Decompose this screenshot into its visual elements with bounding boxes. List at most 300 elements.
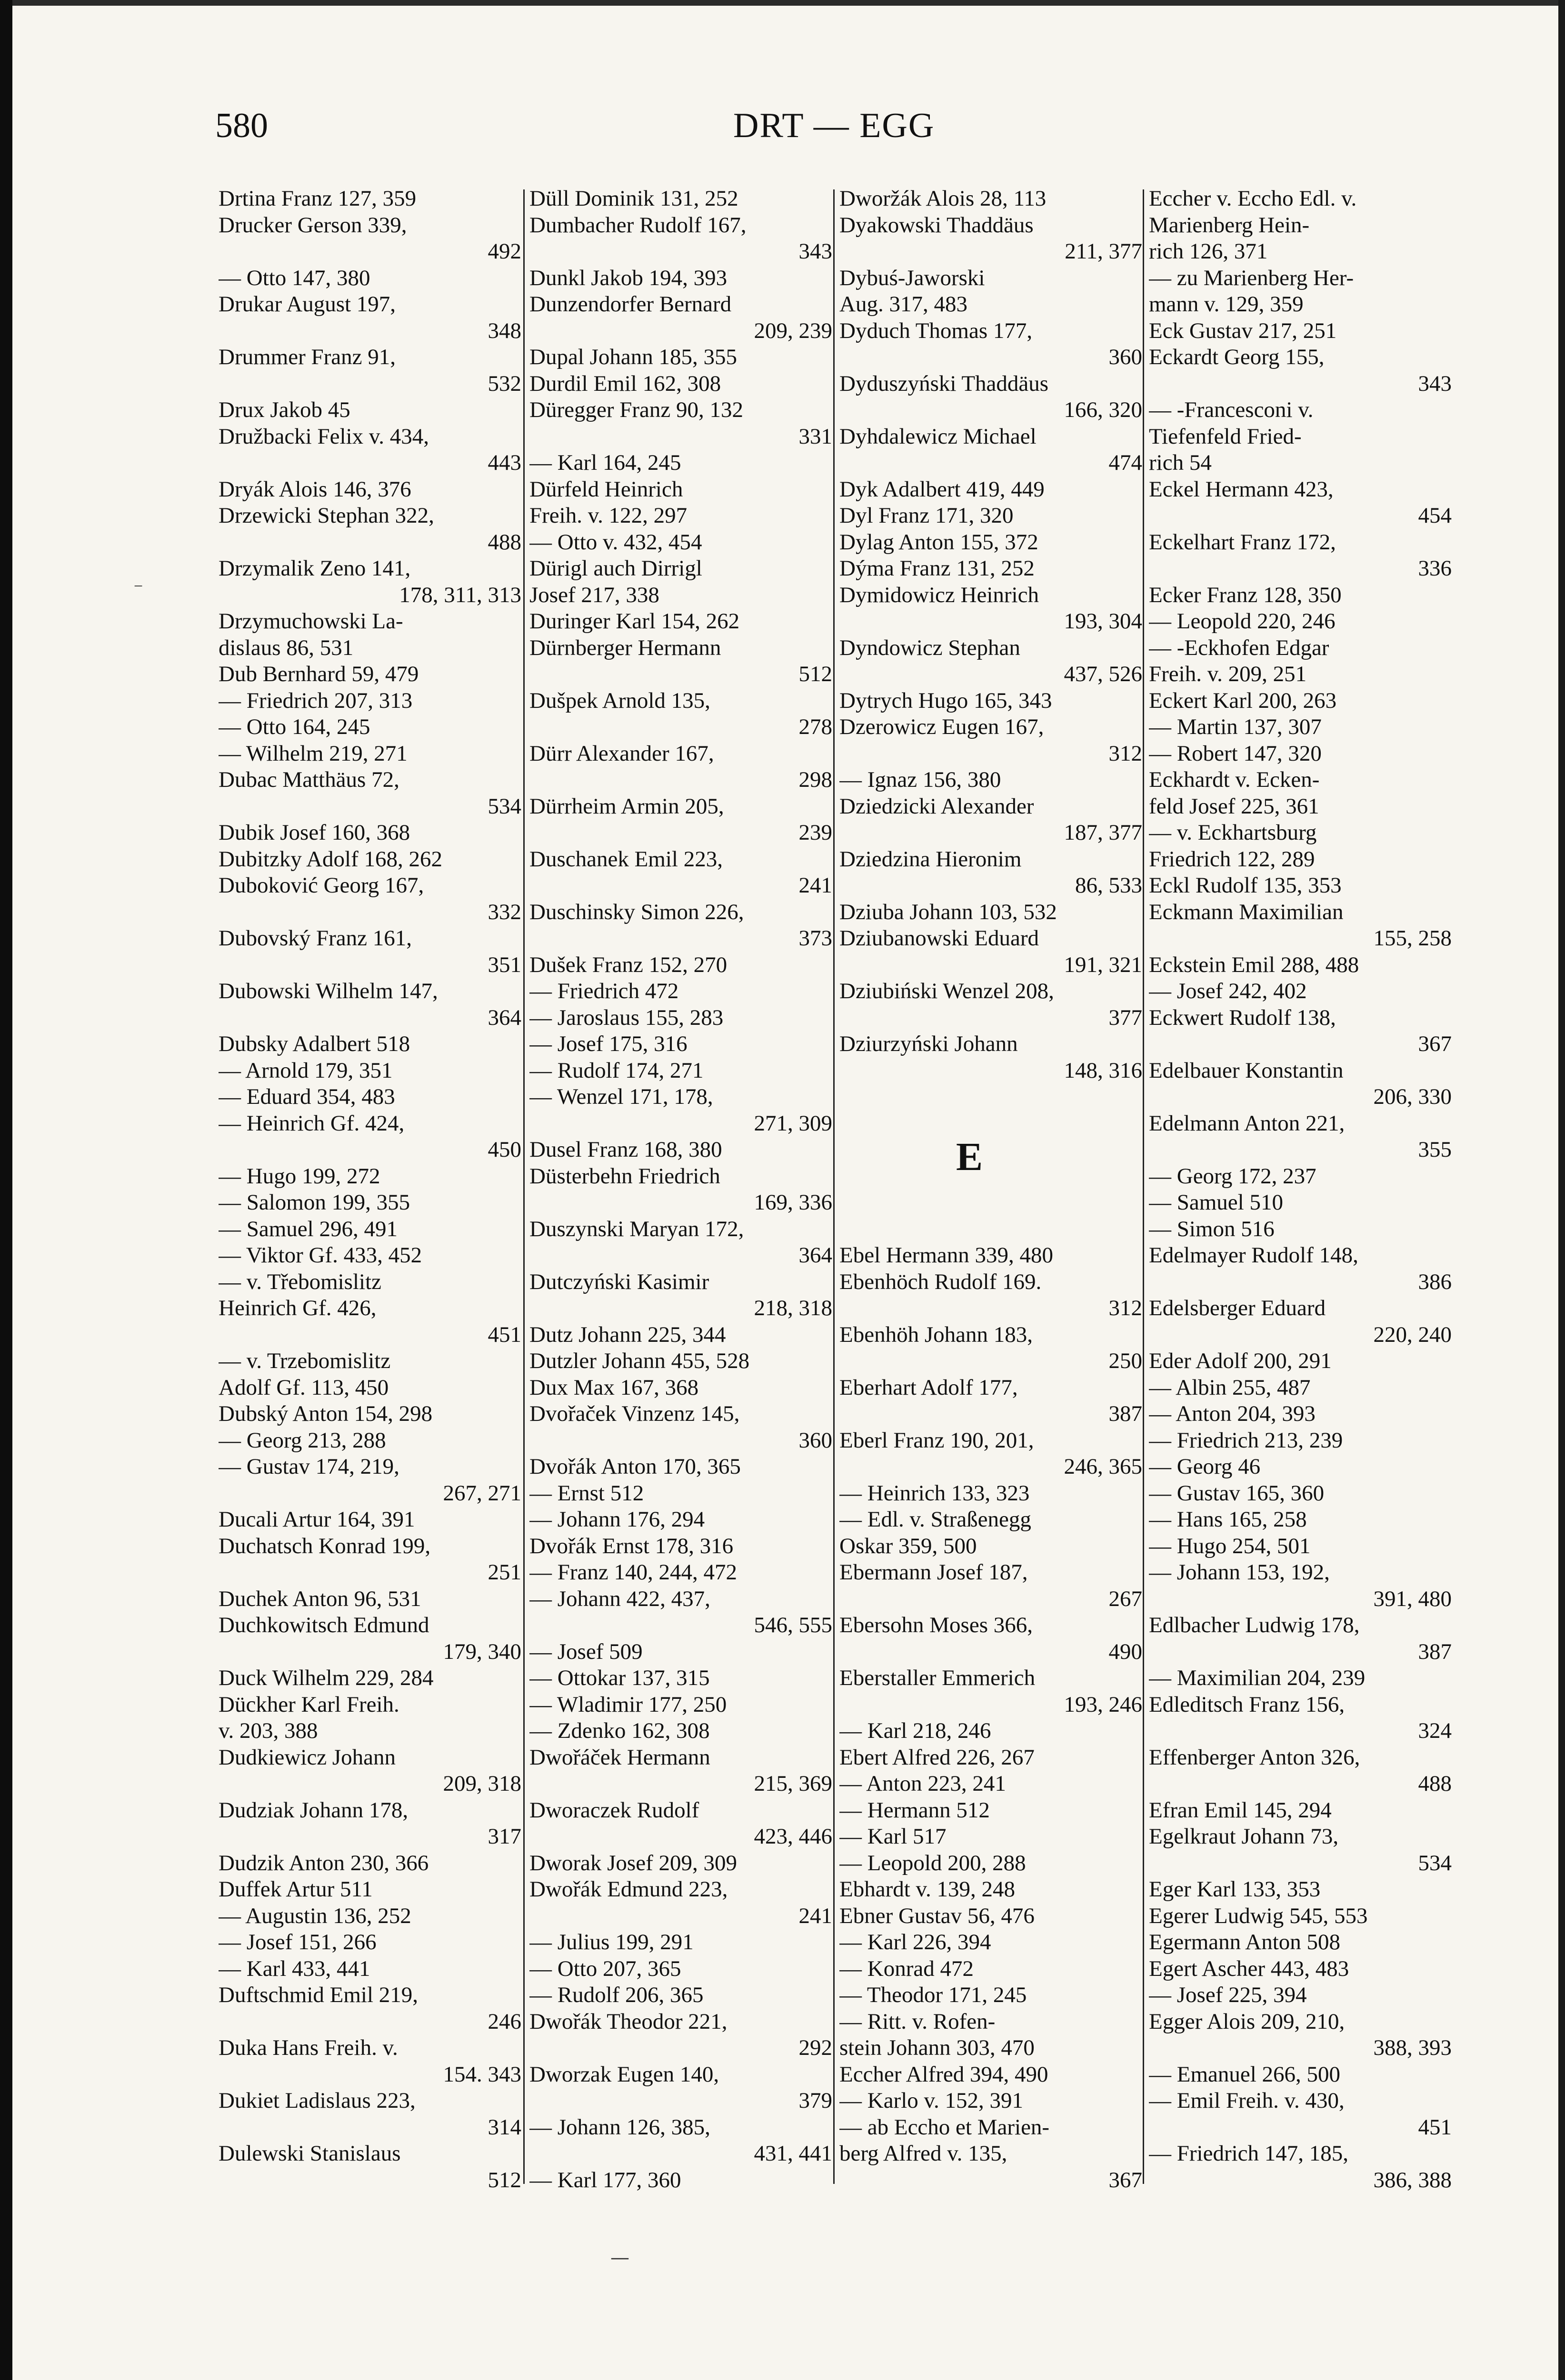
index-entry-line: Dubac Matthäus 72, (219, 767, 399, 792)
index-entry-line: — Wladimir 177, 250 (529, 1692, 727, 1717)
index-entry-line: Dwořáček Hermann (529, 1745, 710, 1770)
index-entry-line: — Friedrich 207, 313 (219, 688, 413, 713)
index-entry-line: 388, 393 (1373, 2035, 1452, 2060)
index-entry-line: Dubsky Adalbert 518 (219, 1031, 410, 1056)
index-entry-line: 490 (1108, 1639, 1142, 1664)
index-entry-line: 488 (488, 529, 521, 555)
index-entry-line: Egelkraut Johann 73, (1149, 1824, 1339, 1849)
index-entry-line: Ebel Hermann 339, 480 (839, 1243, 1054, 1268)
index-entry-line: Dukiet Ladislaus 223, (219, 2088, 416, 2113)
index-entry-line: Eberstaller Emmerich (839, 1666, 1036, 1690)
index-entry-line: 312 (1108, 741, 1142, 766)
index-entry-line: Dupal Johann 185, 355 (529, 345, 738, 369)
index-entry-line: — Karl 226, 394 (839, 1930, 991, 1954)
index-entry-line: — Maximilian 204, 239 (1149, 1666, 1366, 1690)
index-entry-line: 193, 246 (1064, 1692, 1142, 1717)
index-entry-line: 169, 336 (754, 1190, 832, 1215)
index-entry-line: — Albin 255, 487 (1149, 1375, 1311, 1400)
index-entry-line: — Konrad 472 (839, 1956, 974, 1981)
index-entry-line: 377 (1108, 1005, 1142, 1030)
index-entry-line: — Johann 176, 294 (529, 1507, 705, 1532)
index-entry-line (839, 1163, 1142, 1190)
index-entry-line: Edlbacher Ludwig 178, (1149, 1613, 1360, 1637)
index-entry-line: 367 (1418, 1031, 1452, 1056)
index-entry-line: Dürfeld Heinrich (529, 476, 683, 502)
index-entry-line: — Anton 204, 393 (1149, 1401, 1316, 1426)
index-entry-line: — Josef 151, 266 (219, 1930, 377, 1954)
index-entry-line: 166, 320 (1064, 397, 1142, 422)
index-entry-line: Eckelhart Franz 172, (1149, 529, 1336, 555)
index-entry-line: 355 (1418, 1137, 1452, 1162)
index-entry-line: 267, 271 (443, 1480, 521, 1506)
index-entry-line: Drzymalik Zeno 141, (219, 556, 411, 581)
index-entry-line: Dyndowicz Stephan (839, 635, 1020, 660)
index-entry-line: — Karl 517 (839, 1824, 947, 1849)
index-entry-line: Düll Dominik 131, 252 (529, 186, 738, 211)
index-entry-line: — Hugo 199, 272 (219, 1163, 380, 1189)
index-entry-line: Aug. 317, 483 (839, 292, 967, 317)
index-entry-line: 386 (1418, 1269, 1452, 1294)
index-entry-line: 250 (1108, 1349, 1142, 1373)
index-entry-line: — Samuel 296, 491 (219, 1216, 398, 1241)
index-entry-line: Dziedzina Hieronim (839, 846, 1022, 872)
index-entry-line: Dworžák Alois 28, 113 (839, 186, 1047, 211)
index-entry-line: Drzewicki Stephan 322, (219, 503, 434, 528)
index-entry-line: — Franz 140, 244, 472 (529, 1560, 738, 1585)
index-entry-line: 431, 441 (754, 2141, 832, 2166)
index-entry-line: Ebenhöh Johann 183, (839, 1322, 1033, 1347)
index-entry-line: Eckwert Rudolf 138, (1149, 1005, 1336, 1030)
index-entry-line: — Friedrich 213, 239 (1149, 1428, 1343, 1453)
index-entry-line: 474 (1108, 450, 1142, 475)
index-entry-line: Eger Karl 133, 353 (1149, 1877, 1321, 1902)
index-entry-line: — Josef 175, 316 (529, 1031, 688, 1056)
index-entry-line: Freih. v. 122, 297 (529, 503, 688, 528)
index-entry-line: Dyakowski Thaddäus (839, 212, 1034, 238)
index-entry-line: — Heinrich Gf. 424, (219, 1111, 405, 1136)
index-entry-line: Dürr Alexander 167, (529, 741, 714, 766)
index-entry-line: — Ernst 512 (529, 1480, 644, 1506)
index-entry-line: Dulewski Stanislaus (219, 2141, 401, 2166)
index-entry-line: Dylag Anton 155, 372 (839, 529, 1038, 555)
index-entry-line: Heinrich Gf. 426, (219, 1296, 377, 1320)
index-entry-line: 379 (798, 2088, 832, 2113)
index-entry-line: 209, 239 (754, 318, 832, 343)
index-entry-line: — Otto 207, 365 (529, 1956, 681, 1981)
index-entry-line: Dumbacher Rudolf 167, (529, 212, 747, 238)
index-entry-line: 314 (488, 2114, 521, 2140)
index-entry-line: 450 (488, 1137, 521, 1162)
index-entry-line: — Emanuel 266, 500 (1149, 2062, 1341, 2087)
index-entry-line: 86, 533 (1075, 873, 1142, 898)
index-entry-line: 351 (488, 952, 521, 977)
index-entry-line: 148, 316 (1064, 1058, 1142, 1083)
index-entry-line: — Simon 516 (1149, 1216, 1275, 1241)
index-entry-line: — Josef 225, 394 (1149, 1983, 1307, 2007)
index-entry-line: Duchek Anton 96, 531 (219, 1586, 421, 1611)
index-entry-line: Dusel Franz 168, 380 (529, 1137, 722, 1162)
index-entry-line: Edelmayer Rudolf 148, (1149, 1243, 1358, 1268)
index-entry-line: — Emil Freih. v. 430, (1149, 2088, 1345, 2113)
index-entry-line: Dytrych Hugo 165, 343 (839, 688, 1052, 713)
index-entry-line: 239 (798, 820, 832, 845)
index-entry-line: — -Francesconi v. (1149, 397, 1314, 422)
index-entry-line: — Karl 218, 246 (839, 1718, 991, 1743)
index-entry-line: Friedrich 122, 289 (1149, 846, 1315, 872)
index-entry-line: — Karl 177, 360 (529, 2167, 681, 2192)
index-entry-line: 373 (798, 926, 832, 951)
index-entry-line: Egerer Ludwig 545, 553 (1149, 1903, 1368, 1928)
index-entry-line: — Otto 164, 245 (219, 714, 370, 739)
index-entry-line: 343 (1418, 371, 1452, 396)
index-entry-line: 534 (488, 793, 521, 819)
index-entry-line: Ebert Alfred 226, 267 (839, 1745, 1035, 1770)
index-entry-line: — Martin 137, 307 (1149, 714, 1322, 739)
index-entry-line: — Friedrich 472 (529, 979, 679, 1003)
index-entry-line: Dybuś-Jaworski (839, 265, 985, 290)
index-entry-line: 211, 377 (1065, 239, 1142, 264)
index-entry-line: Egger Alois 209, 210, (1149, 2009, 1345, 2034)
index-entry-line: — Julius 199, 291 (529, 1930, 694, 1954)
index-entry-line: Dyduszyński Thaddäus (839, 371, 1049, 396)
index-entry-line: Dunkl Jakob 194, 393 (529, 265, 728, 290)
index-entry-line: 534 (1418, 1850, 1452, 1875)
index-entry-line: stein Johann 303, 470 (839, 2035, 1035, 2060)
index-entry-line: Duszynski Maryan 172, (529, 1216, 744, 1241)
index-entry-line: Dziurzyński Johann (839, 1031, 1018, 1056)
index-entry-line: Tiefenfeld Fried- (1149, 424, 1302, 449)
index-column-3 (839, 186, 1142, 2199)
index-entry-line: Dušek Franz 152, 270 (529, 952, 728, 977)
index-entry-line: — Arnold 179, 351 (219, 1058, 393, 1083)
index-entry-line: Dyhdalewicz Michael (839, 424, 1037, 449)
index-entry-line: Eckert Karl 200, 263 (1149, 688, 1337, 713)
index-entry-line: Edelsberger Eduard (1149, 1296, 1326, 1320)
index-entry-line: Josef 217, 338 (529, 582, 659, 607)
index-entry-line: — Gustav 165, 360 (1149, 1480, 1325, 1506)
index-entry-line: Eberhart Adolf 177, (839, 1375, 1018, 1400)
index-entry-line: — Gustav 174, 219, (219, 1454, 399, 1479)
index-entry-line: Drtina Franz 127, 359 (219, 186, 417, 211)
index-entry-line: Egermann Anton 508 (1149, 1930, 1341, 1954)
index-entry-line: — Theodor 171, 245 (839, 1983, 1027, 2007)
index-entry-line: — -Eckhofen Edgar (1149, 635, 1329, 660)
index-entry-line: — Otto 147, 380 (219, 265, 370, 290)
page-title: DRT — EGG (733, 106, 935, 145)
index-entry-line: — Hermann 512 (839, 1797, 990, 1823)
index-entry-line: Dub Bernhard 59, 479 (219, 662, 419, 686)
index-entry-line: 154. 343 (443, 2062, 521, 2087)
index-entry-line: Duringer Karl 154, 262 (529, 609, 740, 634)
index-entry-line: Dürrheim Armin 205, (529, 793, 724, 819)
index-entry-line: — Hugo 254, 501 (1149, 1533, 1311, 1558)
index-entry-line: Dunzendorfer Bernard (529, 292, 732, 317)
index-entry-line: 331 (798, 424, 832, 449)
index-entry-line: 488 (1418, 1771, 1452, 1796)
index-entry-line (839, 1190, 1142, 1216)
index-entry-line: 532 (488, 371, 521, 396)
index-entry-line: 209, 318 (443, 1771, 521, 1796)
index-entry-line: Duka Hans Freih. v. (219, 2035, 398, 2060)
index-entry-line: — Edl. v. Straßenegg (839, 1507, 1031, 1532)
index-entry-line: — Josef 242, 402 (1149, 979, 1307, 1003)
index-entry-line: 512 (798, 662, 832, 686)
index-entry-line: Eder Adolf 200, 291 (1149, 1349, 1332, 1373)
index-entry-line: Eck Gustav 217, 251 (1149, 318, 1337, 343)
index-entry-line: 215, 369 (754, 1771, 832, 1796)
index-entry-line: 332 (488, 899, 521, 924)
index-entry-line: — v. Eckhartsburg (1149, 820, 1317, 845)
index-entry-line: Ebersohn Moses 366, (839, 1613, 1033, 1637)
index-entry-line: Eberl Franz 190, 201, (839, 1428, 1034, 1453)
index-entry-line: 241 (798, 1903, 832, 1928)
index-entry-line: 206, 330 (1373, 1084, 1452, 1109)
index-entry-line: Dückher Karl Freih. (219, 1692, 399, 1717)
index-entry-line: 178, 311, 313 (399, 582, 521, 607)
index-entry-line: Eckstein Emil 288, 488 (1149, 952, 1359, 977)
index-entry-line: Düregger Franz 90, 132 (529, 397, 743, 422)
index-entry-line: — v. Trzebomislitz (219, 1349, 391, 1373)
index-entry-line: mann v. 129, 359 (1149, 292, 1304, 317)
index-entry-line: Drukar August 197, (219, 292, 396, 317)
index-entry-line: Ebenhöch Rudolf 169. (839, 1269, 1042, 1294)
index-entry-line: Oskar 359, 500 (839, 1533, 977, 1558)
index-entry-line: Duschanek Emil 223, (529, 846, 723, 872)
index-entry-line: Dziedzicki Alexander (839, 793, 1034, 819)
index-entry-line: 298 (798, 767, 832, 792)
index-entry-line: — Ottokar 137, 315 (529, 1666, 710, 1690)
index-entry-line: Drzymuchowski La- (219, 609, 403, 634)
index-entry-line: Duchatsch Konrad 199, (219, 1533, 431, 1558)
index-entry-line: Durdil Emil 162, 308 (529, 371, 721, 396)
index-entry-line: — Karl 164, 245 (529, 450, 681, 475)
index-entry-line: Ebhardt v. 139, 248 (839, 1877, 1015, 1902)
index-entry-line (839, 1137, 1142, 1163)
index-entry-line: Dvořák Anton 170, 365 (529, 1454, 741, 1479)
section-letter-heading: E (956, 1135, 983, 1179)
index-entry-line: — Robert 147, 320 (1149, 741, 1322, 766)
index-entry-line: — Heinrich 133, 323 (839, 1480, 1030, 1506)
index-entry-line: Dubovský Franz 161, (219, 926, 412, 951)
index-entry-line: Effenberger Anton 326, (1149, 1745, 1360, 1770)
index-entry-line: 324 (1418, 1718, 1452, 1743)
index-entry-line: Drummer Franz 91, (219, 345, 396, 369)
index-entry-line: Ecker Franz 128, 350 (1149, 582, 1342, 607)
index-entry-line: Dürnberger Hermann (529, 635, 721, 660)
index-entry-line: Dworak Josef 209, 309 (529, 1850, 737, 1875)
index-entry-line: Dutczyński Kasimir (529, 1269, 709, 1294)
scan-left-edge (0, 0, 12, 2380)
index-entry-line: — Rudolf 206, 365 (529, 1983, 704, 2007)
index-entry-line: 443 (488, 450, 521, 475)
index-entry-line: 241 (798, 873, 832, 898)
column-divider (523, 189, 525, 2184)
index-entry-line: Dwořák Theodor 221, (529, 2009, 728, 2034)
index-entry-line: 155, 258 (1373, 926, 1452, 951)
index-entry-line: 267 (1108, 1586, 1142, 1611)
index-entry-line: Edelmann Anton 221, (1149, 1111, 1345, 1136)
index-entry-line: 360 (798, 1428, 832, 1453)
index-entry-line: 292 (798, 2035, 832, 2060)
index-entry-line: Duchkowitsch Edmund (219, 1613, 429, 1637)
index-entry-line: 193, 304 (1064, 609, 1142, 634)
index-entry-line: — Augustin 136, 252 (219, 1903, 411, 1928)
index-entry-line: 387 (1418, 1639, 1452, 1664)
index-entry-line: — Ignaz 156, 380 (839, 767, 1001, 792)
index-entry-line: — Otto v. 432, 454 (529, 529, 702, 555)
index-entry-line: Dworaczek Rudolf (529, 1797, 699, 1823)
scan-top-edge (0, 0, 1565, 6)
index-entry-line: Dubowski Wilhelm 147, (219, 979, 438, 1003)
index-entry-line: — Jaroslaus 155, 283 (529, 1005, 724, 1030)
index-column-4 (1149, 186, 1452, 2199)
index-entry-line: Efran Emil 145, 294 (1149, 1797, 1332, 1823)
index-entry-line: Dubik Josef 160, 368 (219, 820, 410, 845)
index-entry-line: Eckmann Maximilian (1149, 899, 1344, 924)
index-entry-line: — v. Třebomislitz (219, 1269, 382, 1294)
index-entry-line: — Georg 46 (1149, 1454, 1261, 1479)
index-entry-line: Dyl Franz 171, 320 (839, 503, 1014, 528)
index-entry-line: — Wilhelm 219, 271 (219, 741, 408, 766)
index-entry-line: Drux Jakob 45 (219, 397, 350, 422)
index-entry-line: — Leopold 220, 246 (1149, 609, 1336, 634)
index-entry-line: dislaus 86, 531 (219, 635, 354, 660)
index-entry-line: 317 (488, 1824, 521, 1849)
index-entry-line: Dudkiewicz Johann (219, 1745, 396, 1770)
index-entry-line: Dymidowicz Heinrich (839, 582, 1039, 607)
index-entry-line: 343 (798, 239, 832, 264)
index-entry-line: Marienberg Hein- (1149, 212, 1310, 238)
index-entry-line: 391, 480 (1373, 1586, 1452, 1611)
index-entry-line: — Leopold 200, 288 (839, 1850, 1026, 1875)
index-entry-line: Dziuba Johann 103, 532 (839, 899, 1057, 924)
index-entry-line: rich 54 (1149, 450, 1212, 475)
index-entry-line: Drucker Gerson 339, (219, 212, 407, 238)
index-entry-line (839, 1216, 1142, 1243)
index-entry-line: 278 (798, 714, 832, 739)
index-entry-line: Dyduch Thomas 177, (839, 318, 1033, 343)
index-entry-line: Duftschmid Emil 219, (219, 1983, 419, 2007)
index-entry-line: — Johann 422, 437, (529, 1586, 710, 1611)
margin-mark: ⁻ (133, 578, 144, 600)
index-entry-line: Dvořák Ernst 178, 316 (529, 1533, 734, 1558)
index-entry-line (839, 1111, 1142, 1137)
index-entry-line: — Johann 153, 192, (1149, 1560, 1330, 1585)
index-entry-line: Egert Ascher 443, 483 (1149, 1956, 1349, 1981)
page-number: 580 (215, 106, 268, 145)
index-entry-line: 360 (1108, 345, 1142, 369)
index-entry-line: Dryák Alois 146, 376 (219, 476, 411, 502)
index-entry-line: Ebner Gustav 56, 476 (839, 1903, 1035, 1928)
index-entry-line: Dutzler Johann 455, 528 (529, 1349, 750, 1373)
index-entry-line: Dziubiński Wenzel 208, (839, 979, 1054, 1003)
index-entry-line: Eccher Alfred 394, 490 (839, 2062, 1048, 2087)
index-entry-line: — Zdenko 162, 308 (529, 1718, 710, 1743)
index-entry-line: feld Josef 225, 361 (1149, 793, 1319, 819)
index-entry-line: — Georg 172, 237 (1149, 1163, 1316, 1189)
index-entry-line: 336 (1418, 556, 1452, 581)
index-entry-line: 251 (488, 1560, 521, 1585)
index-entry-line: 220, 240 (1373, 1322, 1452, 1347)
index-entry-line: 367 (1108, 2167, 1142, 2192)
index-entry-line: Dürigl auch Dirrigl (529, 556, 702, 581)
index-column-1 (219, 186, 521, 2199)
index-entry-line: Duck Wilhelm 229, 284 (219, 1666, 434, 1690)
index-column-2 (529, 186, 832, 2199)
index-entry-line: — Josef 509 (529, 1639, 643, 1664)
index-entry-line: 387 (1108, 1401, 1142, 1426)
index-entry-line: Dubitzky Adolf 168, 262 (219, 846, 442, 872)
column-divider (1143, 189, 1144, 2184)
index-entry-line: Dvořaček Vinzenz 145, (529, 1401, 740, 1426)
index-entry-line: Družbacki Felix v. 434, (219, 424, 429, 449)
index-entry-line (839, 1084, 1142, 1111)
index-entry-line: Eckel Hermann 423, (1149, 476, 1334, 502)
index-entry-line: berg Alfred v. 135, (839, 2141, 1007, 2166)
index-entry-line: 451 (1418, 2114, 1452, 2140)
index-entry-line: v. 203, 388 (219, 1718, 318, 1743)
index-entry-line: Dziubanowski Eduard (839, 926, 1039, 951)
index-entry-line: Duffek Artur 511 (219, 1877, 373, 1902)
index-entry-line: — Georg 213, 288 (219, 1428, 386, 1453)
index-entry-line: Ebermann Josef 187, (839, 1560, 1028, 1585)
index-entry-line: — Viktor Gf. 433, 452 (219, 1243, 422, 1268)
index-entry-line: 348 (488, 318, 521, 343)
index-entry-line: 364 (798, 1243, 832, 1268)
index-entry-line: Duschinsky Simon 226, (529, 899, 744, 924)
index-entry-line: Eckardt Georg 155, (1149, 345, 1325, 369)
index-entry-line: 454 (1418, 503, 1452, 528)
index-entry-line: 437, 526 (1064, 662, 1142, 686)
index-entry-line: — Salomon 199, 355 (219, 1190, 410, 1215)
index-entry-line: 246, 365 (1064, 1454, 1142, 1479)
index-entry-line: — ab Eccho et Marien- (839, 2114, 1050, 2140)
index-entry-line: 364 (488, 1005, 521, 1030)
index-entry-line: Adolf Gf. 113, 450 (219, 1375, 389, 1400)
index-entry-line: — Anton 223, 241 (839, 1771, 1006, 1796)
index-entry-line: 246 (488, 2009, 521, 2034)
index-entry-line: Dutz Johann 225, 344 (529, 1322, 726, 1347)
index-entry-line: 386, 388 (1373, 2167, 1452, 2192)
column-divider (833, 189, 835, 2184)
index-entry-line: rich 126, 371 (1149, 239, 1268, 264)
index-entry-line: 187, 377 (1064, 820, 1142, 845)
index-entry-line: — Hans 165, 258 (1149, 1507, 1307, 1532)
index-entry-line: Edelbauer Konstantin (1149, 1058, 1344, 1083)
index-entry-line: 512 (488, 2167, 521, 2192)
index-entry-line: — Ritt. v. Rofen- (839, 2009, 996, 2034)
index-entry-line: Dwořák Edmund 223, (529, 1877, 728, 1902)
index-entry-line: Dušpek Arnold 135, (529, 688, 710, 713)
index-entry-line: Dworzak Eugen 140, (529, 2062, 719, 2087)
index-entry-line: Dyk Adalbert 419, 449 (839, 476, 1045, 502)
index-entry-line: 312 (1108, 1296, 1142, 1320)
index-entry-line: 546, 555 (754, 1613, 832, 1637)
index-entry-line: — Rudolf 174, 271 (529, 1058, 704, 1083)
bottom-mark: — (610, 2247, 629, 2269)
index-entry-line: — Wenzel 171, 178, (529, 1084, 713, 1109)
index-entry-line: Eckhardt v. Ecken- (1149, 767, 1320, 792)
index-entry-line: Düsterbehn Friedrich (529, 1163, 720, 1189)
index-entry-line: 492 (488, 239, 521, 264)
index-entry-line: 271, 309 (754, 1111, 832, 1136)
scan-right-edge (1558, 0, 1565, 2380)
index-entry-line: Dux Max 167, 368 (529, 1375, 699, 1400)
index-entry-line: Eccher v. Eccho Edl. v. (1149, 186, 1357, 211)
index-entry-line: 218, 318 (754, 1296, 832, 1320)
index-entry-line: 191, 321 (1064, 952, 1142, 977)
index-entry-line: — Johann 126, 385, (529, 2114, 710, 2140)
